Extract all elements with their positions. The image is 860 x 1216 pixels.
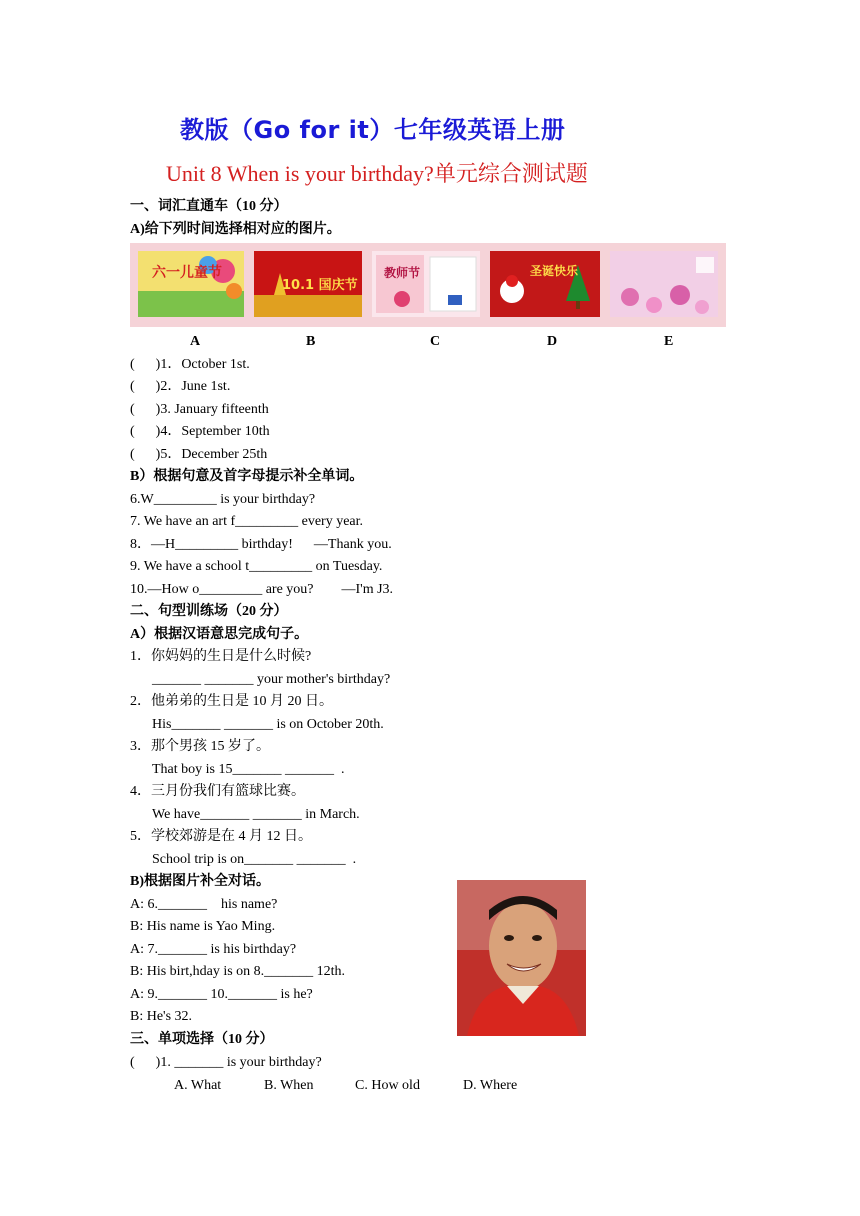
question-1-6: 6.W_________ is your birthday? [130,492,316,507]
option-b: B. When [264,1078,314,1093]
question-2-2-en: His_______ _______ is on October 20th. [152,717,384,732]
flowers-picture [610,251,718,317]
picture-text-a: 六一儿童节 [152,265,222,281]
question-3-1: ( )1. _______ is your birthday? [130,1055,322,1070]
picture-letter-a: A [190,334,201,349]
question-2-2-cn: 2．他弟弟的生日是 10 月 20 日。 [130,694,333,709]
question-2-1-en: _______ _______ your mother's birthday? [152,672,391,687]
question-2-4-en: We have_______ _______ in March. [152,807,360,822]
picture-text-d: 圣诞快乐 [530,264,579,278]
section2-partB-heading: B)根据图片补全对话。 [130,874,270,889]
title-cn: 教版（Go for it）七年级英语上册 [180,116,566,144]
section2-partA-heading: A）根据汉语意思完成句子。 [130,627,309,642]
question-1-3: ( )3. January fifteenth [130,402,269,417]
question-2-4-cn: 4．三月份我们有篮球比赛。 [130,784,305,799]
question-1-4: ( )4．September 10th [130,424,270,439]
picture-letter-d: D [547,334,558,349]
section1-partA-heading: A)给下列时间选择相对应的图片。 [130,222,341,237]
question-1-2: ( )2．June 1st. [130,379,231,394]
dialogue-line-1: A: 6._______ his name? [130,897,278,912]
title-unit: Unit 8 When is your birthday?单元综合测试题 [166,161,588,186]
option-a: A. What [174,1078,222,1093]
question-2-5-cn: 5．学校郊游是在 4 月 12 日。 [130,829,312,844]
section3-heading: 三、单项选择（10 分） [130,1032,274,1047]
dialogue-line-4: B: His birt,hday is on 8._______ 12th. [130,964,346,979]
dialogue-line-5: A: 9._______ 10._______ is he? [130,987,313,1002]
teachers-day-picture [372,251,480,317]
national-day-picture [254,251,362,317]
christmas-picture [490,251,600,317]
question-2-1-cn: 1．你妈妈的生日是什么时候? [130,649,312,664]
question-1-9: 9. We have a school t_________ on Tuesday. [130,559,383,574]
option-c: C. How old [355,1078,420,1093]
question-1-7: 7. We have an art f_________ every year. [130,514,364,529]
holiday-picture-strip [130,243,726,327]
picture-letter-b: B [306,334,316,349]
question-1-8: 8．—H_________ birthday! —Thank you. [130,537,392,552]
section1-partB-heading: B）根据句意及首字母提示补全单词。 [130,469,364,484]
question-2-5-en: School trip is on_______ _______ . [152,852,357,867]
question-2-3-cn: 3．那个男孩 15 岁了。 [130,739,270,754]
picture-text-c: 教师节 [384,266,421,280]
option-d: D. Where [463,1078,518,1093]
dialogue-line-3: A: 7._______ is his birthday? [130,942,297,957]
question-1-5: ( )5．December 25th [130,447,268,462]
section1-heading: 一、词汇直通车（10 分） [130,199,288,214]
question-1-10: 10.—How o_________ are you? —I'm J3. [130,582,394,597]
question-2-3-en: That boy is 15_______ _______ . [152,762,345,777]
picture-letter-c: C [430,334,441,349]
childrens-day-picture [138,251,244,317]
dialogue-line-2: B: His name is Yao Ming. [130,919,276,934]
picture-text-b: 10.1 国庆节 [282,278,358,293]
picture-letter-e: E [664,334,674,349]
yao-ming-photo [457,880,586,1036]
section2-heading: 二、句型训练场（20 分） [130,604,288,619]
dialogue-line-6: B: He's 32. [130,1009,193,1024]
question-1-1: ( )1．October 1st. [130,357,250,372]
